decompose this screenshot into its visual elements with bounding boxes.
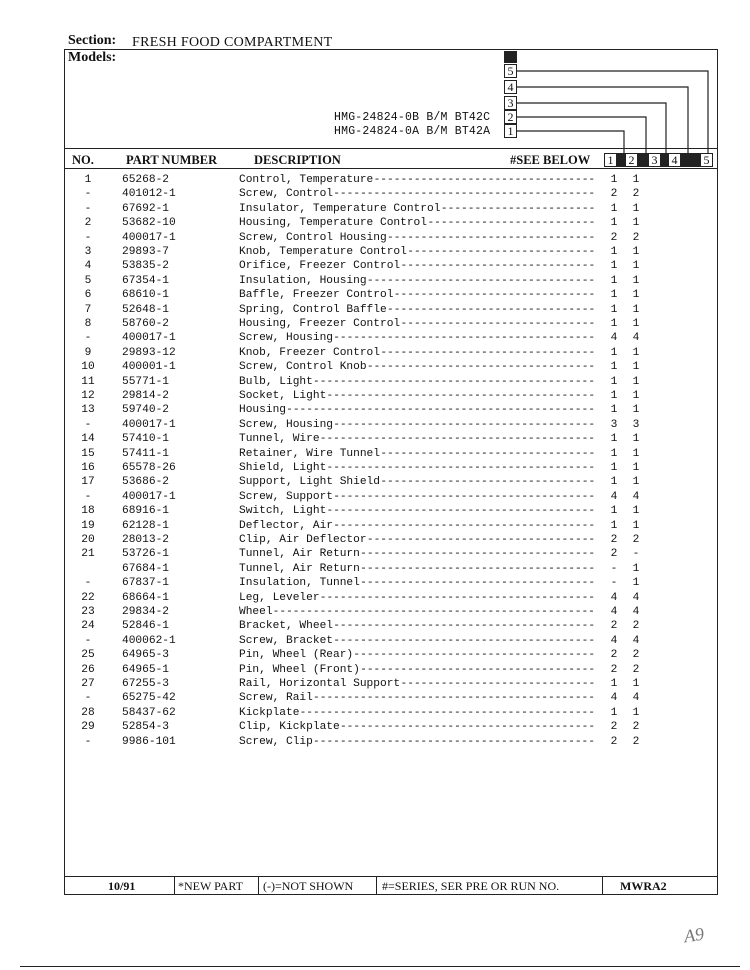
qty-model-1: 2 [610, 649, 618, 662]
qty-model-2: 2 [632, 620, 640, 633]
item-number: 13 [81, 404, 95, 417]
qty-model-2: 1 [632, 217, 640, 230]
part-number: 67255-3 [122, 678, 169, 690]
item-number: 26 [81, 663, 95, 676]
item-number: 12 [81, 390, 95, 402]
qty-model-1: 1 [610, 217, 618, 230]
dot-leader: ---------------------------------- [366, 361, 596, 374]
part-description: Control, Temperature [239, 174, 374, 186]
part-number: 400017-1 [122, 490, 176, 503]
model-box-5: 5 [504, 64, 517, 78]
qty-model-2: 2 [632, 735, 640, 748]
qty-model-2: 1 [632, 476, 640, 489]
dot-leader: ---------------------------------------- [326, 505, 596, 518]
dot-leader: ---------------------------------------- [326, 462, 596, 474]
col-header-model-3: 3 [648, 153, 661, 167]
item-number: 4 [84, 260, 92, 273]
item-number: - [84, 490, 92, 503]
qty-model-1: 1 [610, 246, 618, 258]
qty-model-1: 2 [610, 735, 618, 748]
qty-model-2: 1 [632, 404, 640, 417]
part-description: Retainer, Wire Tunnel [239, 447, 380, 460]
item-number: - [84, 332, 92, 345]
col-header-part-number: PART NUMBER [126, 153, 218, 167]
dot-leader: ------------------------------- [387, 231, 596, 244]
part-number: 57410-1 [122, 433, 169, 446]
part-number: 58437-62 [122, 706, 176, 719]
qty-model-1: 1 [610, 390, 618, 402]
item-number: 3 [84, 246, 92, 258]
part-number: 401012-1 [122, 188, 176, 201]
footer-divider [174, 877, 175, 895]
section-title: FRESH FOOD COMPARTMENT [132, 35, 333, 50]
dot-leader: ------------------------------------ [353, 649, 596, 662]
qty-model-2: 2 [632, 663, 640, 676]
part-number: 55771-1 [122, 375, 169, 388]
col-header-separator [661, 153, 668, 167]
part-number: 53682-10 [122, 217, 176, 230]
dot-leader: --------------------------------------- [333, 519, 596, 532]
footer-date: 10/91 [108, 879, 136, 893]
part-description: Pin, Wheel (Rear) [239, 649, 354, 662]
dot-leader: ----------------------------- [400, 678, 596, 690]
qty-model-1: 1 [610, 260, 618, 273]
part-number: 53835-2 [122, 260, 169, 273]
part-number: 64965-3 [122, 649, 169, 662]
qty-model-2: 1 [632, 274, 640, 287]
item-number: 27 [81, 678, 95, 690]
footer-divider [602, 877, 603, 895]
dot-leader: ---------------------------------------- [326, 390, 596, 402]
dot-leader: -------------------------------------------- [299, 706, 595, 719]
qty-model-2: 1 [632, 433, 640, 446]
dot-leader: ------------------------------------------ [313, 692, 595, 705]
model-box-1: 1 [504, 124, 517, 138]
qty-model-2: 1 [632, 303, 640, 316]
part-number: 68610-1 [122, 289, 169, 302]
part-description: Screw, Housing [239, 332, 333, 345]
part-number: 52854-3 [122, 721, 169, 734]
col-header-model-1: 1 [604, 153, 617, 167]
part-number: 400017-1 [122, 231, 176, 244]
item-number: 10 [81, 361, 95, 374]
qty-model-2: 2 [632, 534, 640, 546]
qty-model-1: 1 [610, 202, 618, 215]
part-description: Bracket, Wheel [239, 620, 333, 633]
item-number: 8 [84, 318, 92, 330]
qty-model-1: 1 [610, 476, 618, 489]
qty-model-1: 1 [610, 433, 618, 446]
model-box-3: 3 [504, 96, 517, 110]
dot-leader: ----------------------------------- [360, 548, 596, 561]
qty-model-1: 1 [610, 303, 618, 316]
col-header-model-2: 2 [625, 153, 638, 167]
item-number: 19 [81, 519, 95, 532]
qty-model-1: 2 [610, 721, 618, 734]
part-number: 400017-1 [122, 418, 176, 431]
footer-code: MWRA2 [620, 879, 667, 893]
model-name-2: HMG-24824-0B B/M BT42C [334, 111, 491, 124]
part-description: Insulation, Tunnel [239, 577, 360, 590]
qty-model-2: 4 [632, 692, 640, 705]
part-description: Tunnel, Air Return [239, 562, 360, 575]
dot-leader: ------------------------------------------ [313, 375, 595, 388]
qty-model-2: 4 [632, 332, 640, 345]
qty-model-1: 1 [610, 447, 618, 460]
qty-model-2: 1 [632, 289, 640, 302]
qty-model-1: 4 [610, 591, 618, 604]
part-number: 400001-1 [122, 361, 176, 374]
qty-model-1: 1 [610, 361, 618, 374]
dot-leader: ---------------------------------- [366, 534, 596, 546]
page-bottom-line [20, 966, 740, 967]
item-number: 2 [84, 217, 92, 230]
part-number: 67837-1 [122, 577, 169, 590]
model-connector-lines [500, 60, 720, 156]
item-number: 14 [81, 433, 95, 446]
footer-not-shown: (-)=NOT SHOWN [263, 879, 354, 893]
part-number: 68664-1 [122, 591, 169, 604]
dot-leader: -------------------------------------- [339, 721, 596, 734]
item-number: 18 [81, 505, 95, 518]
col-header-description: DESCRIPTION [254, 153, 341, 167]
item-number: 7 [84, 303, 92, 316]
part-description: Tunnel, Air Return [239, 548, 360, 561]
qty-model-2: 4 [632, 490, 640, 503]
qty-model-1: 1 [610, 375, 618, 388]
part-number: 59740-2 [122, 404, 169, 417]
footer-divider [258, 877, 259, 895]
item-number: 28 [81, 706, 95, 719]
model-name-1: HMG-24824-0A B/M BT42A [334, 125, 491, 138]
part-description: Housing, Freezer Control [239, 318, 401, 330]
part-description: Socket, Light [239, 390, 327, 402]
qty-model-2: 1 [632, 562, 640, 575]
part-description: Housing [239, 404, 286, 417]
qty-model-1: 1 [610, 289, 618, 302]
part-number: 29893-7 [122, 246, 169, 258]
part-number: 62128-1 [122, 519, 169, 532]
qty-model-1: 2 [610, 188, 618, 201]
part-number: 9986-101 [122, 735, 176, 748]
part-description: Leg, Leveler [239, 591, 320, 604]
part-description: Support, Light Shield [239, 476, 380, 489]
part-number: 52846-1 [122, 620, 169, 633]
item-number: 6 [84, 289, 92, 302]
qty-model-1: 2 [610, 534, 618, 546]
part-description: Bulb, Light [239, 375, 313, 388]
part-description: Insulator, Temperature Control [239, 202, 441, 215]
part-description: Screw, Bracket [239, 634, 333, 647]
part-description: Screw, Clip [239, 735, 313, 748]
part-number: 65268-2 [122, 174, 169, 186]
qty-model-2: 1 [632, 447, 640, 460]
part-description: Deflector, Air [239, 519, 333, 532]
part-number: 64965-1 [122, 663, 169, 676]
part-number: 67692-1 [122, 202, 169, 215]
col-header-separator [681, 153, 700, 167]
dot-leader: --------------------------------------- [333, 490, 596, 503]
qty-model-2: 1 [632, 260, 640, 273]
model-box-2: 2 [504, 110, 517, 124]
dot-leader: -------------------------------- [380, 346, 596, 359]
part-number: 53726-1 [122, 548, 169, 561]
qty-model-2: 1 [632, 346, 640, 359]
part-number: 29814-2 [122, 390, 169, 402]
part-description: Screw, Rail [239, 692, 313, 705]
dot-leader: ----------------------- [440, 202, 596, 215]
item-number: - [84, 735, 92, 748]
qty-model-2: 2 [632, 188, 640, 201]
part-description: Clip, Kickplate [239, 721, 340, 734]
part-number: 52648-1 [122, 303, 169, 316]
item-number: - [84, 188, 92, 201]
dot-leader: --------------------------------------- [333, 634, 596, 647]
dot-leader: ------------------------------ [393, 289, 596, 302]
handwritten-note: A9 [682, 923, 706, 947]
part-description: Orifice, Freezer Control [239, 260, 401, 273]
qty-model-2: 3 [632, 418, 640, 431]
qty-model-1: 4 [610, 332, 618, 345]
item-number: 25 [81, 649, 95, 662]
item-number: 20 [81, 534, 95, 546]
part-description: Baffle, Freezer Control [239, 289, 394, 302]
qty-model-2: 1 [632, 375, 640, 388]
qty-model-1: - [610, 562, 618, 575]
footer-divider [376, 877, 377, 895]
qty-model-1: 2 [610, 548, 618, 561]
item-number: 23 [81, 606, 95, 618]
item-number: 16 [81, 462, 95, 474]
col-header-model-4: 4 [668, 153, 681, 167]
qty-model-2: 1 [632, 202, 640, 215]
qty-model-2: 1 [632, 246, 640, 258]
part-description: Screw, Housing [239, 418, 333, 431]
item-number: 24 [81, 620, 95, 633]
footer-new-part: *NEW PART [178, 879, 243, 893]
qty-model-1: 2 [610, 231, 618, 244]
footer-series: #=SERIES, SER PRE OR RUN NO. [382, 879, 560, 893]
qty-model-2: 4 [632, 606, 640, 618]
qty-model-2: 1 [632, 318, 640, 330]
dot-leader: --------------------------------------- [333, 332, 596, 345]
qty-model-1: 1 [610, 318, 618, 330]
item-number: 5 [84, 274, 92, 287]
dot-leader: ------------------------------- [387, 303, 596, 316]
qty-model-2: 1 [632, 519, 640, 532]
section-label: Section: [68, 33, 117, 48]
qty-model-1: 2 [610, 620, 618, 633]
part-description: Tunnel, Wire [239, 433, 320, 446]
part-description: Kickplate [239, 706, 300, 719]
qty-model-2: - [632, 548, 640, 561]
qty-model-1: 1 [610, 519, 618, 532]
qty-model-1: 4 [610, 692, 618, 705]
qty-model-2: 1 [632, 678, 640, 690]
qty-model-2: 2 [632, 721, 640, 734]
part-description: Pin, Wheel (Front) [239, 663, 360, 676]
dot-leader: ----------------------------- [400, 260, 596, 273]
dot-leader: -------------------------------- [380, 476, 596, 489]
qty-model-1: 4 [610, 606, 618, 618]
item-number: - [84, 577, 92, 590]
qty-model-2: 1 [632, 505, 640, 518]
item-number: 17 [81, 476, 95, 489]
part-number: 65275-42 [122, 692, 176, 705]
item-number: 21 [81, 548, 95, 561]
qty-model-1: 1 [610, 404, 618, 417]
item-number: - [84, 634, 92, 647]
dot-leader: ----------------------------- [400, 318, 596, 330]
item-number: 15 [81, 447, 95, 460]
qty-model-2: 4 [632, 591, 640, 604]
qty-model-2: 1 [632, 577, 640, 590]
part-description: Spring, Control Baffle [239, 303, 387, 316]
col-header-no: NO. [72, 153, 94, 167]
item-number: - [84, 202, 92, 215]
item-number: 22 [81, 591, 95, 604]
dot-leader: ---------------------------- [407, 246, 596, 258]
qty-model-1: 3 [610, 418, 618, 431]
qty-model-2: 1 [632, 361, 640, 374]
dot-leader: ----------------------------------------- [319, 433, 596, 446]
qty-model-1: 1 [610, 274, 618, 287]
part-description: Screw, Support [239, 490, 333, 503]
qty-model-2: 2 [632, 649, 640, 662]
item-number: - [84, 692, 92, 705]
model-box-4: 4 [504, 80, 517, 94]
dot-leader: ------------------------------------------ [313, 735, 595, 748]
col-header-model-5: 5 [700, 153, 713, 167]
part-number: 29834-2 [122, 606, 169, 618]
col-header-see-below: #SEE BELOW [510, 153, 591, 167]
dot-leader: ----------------------------------------- [319, 591, 596, 604]
item-number: 29 [81, 721, 95, 734]
col-header-separator [617, 153, 625, 167]
part-description: Insulation, Housing [239, 274, 367, 287]
qty-model-2: 1 [632, 390, 640, 402]
part-number: 29893-12 [122, 346, 176, 359]
part-description: Switch, Light [239, 505, 327, 518]
part-number: 28013-2 [122, 534, 169, 546]
part-number: 53686-2 [122, 476, 169, 489]
header-bottom-rule [64, 168, 718, 169]
part-number: 67354-1 [122, 274, 169, 287]
qty-model-1: 1 [610, 346, 618, 359]
dot-leader: --------------------------------------- [333, 620, 596, 633]
dot-leader: ----------------------------------- [360, 663, 596, 676]
dot-leader: ---------------------------------------------- [286, 404, 595, 417]
models-label: Models: [68, 50, 117, 65]
item-number: 11 [81, 375, 95, 388]
qty-model-2: 1 [632, 174, 640, 186]
qty-model-1: 2 [610, 663, 618, 676]
qty-model-1: 4 [610, 490, 618, 503]
part-number: 67684-1 [122, 562, 169, 575]
qty-model-1: 1 [610, 706, 618, 719]
part-description: Knob, Freezer Control [239, 346, 380, 359]
qty-model-1: 1 [610, 174, 618, 186]
dot-leader: ----------------------------------- [360, 577, 596, 590]
qty-model-1: 1 [610, 678, 618, 690]
qty-model-2: 1 [632, 462, 640, 474]
part-description: Shield, Light [239, 462, 327, 474]
item-number: 1 [84, 174, 92, 186]
part-number: 68916-1 [122, 505, 169, 518]
item-number: - [84, 418, 92, 431]
dot-leader: -------------------------------- [380, 447, 596, 460]
part-number: 400017-1 [122, 332, 176, 345]
part-description: Screw, Control Housing [239, 231, 387, 244]
part-description: Rail, Horizontal Support [239, 678, 401, 690]
qty-model-1: - [610, 577, 618, 590]
qty-model-2: 1 [632, 706, 640, 719]
part-number: 65578-26 [122, 462, 176, 474]
header-rule [64, 148, 718, 149]
qty-model-2: 4 [632, 634, 640, 647]
item-number: - [84, 231, 92, 244]
part-number: 57411-1 [122, 447, 169, 460]
part-description: Screw, Control [239, 188, 333, 201]
part-number: 58760-2 [122, 318, 169, 330]
part-description: Clip, Air Deflector [239, 534, 367, 546]
col-header-separator [638, 153, 648, 167]
qty-model-1: 4 [610, 634, 618, 647]
dot-leader: --------------------------------------- [333, 418, 596, 431]
qty-model-2: 2 [632, 231, 640, 244]
dot-leader: ------------------------- [427, 217, 596, 230]
footer-bar [64, 876, 718, 895]
dot-leader: ------------------------------------------------ [272, 606, 595, 618]
dot-leader: --------------------------------- [373, 174, 596, 186]
part-description: Wheel [239, 606, 273, 618]
qty-model-1: 1 [610, 505, 618, 518]
part-description: Knob, Temperature Control [239, 246, 407, 258]
qty-model-1: 1 [610, 462, 618, 474]
dot-leader: ---------------------------------- [366, 274, 596, 287]
item-number: 9 [84, 346, 92, 359]
part-description: Housing, Temperature Control [239, 217, 427, 230]
part-number: 400062-1 [122, 634, 176, 647]
part-description: Screw, Control Knob [239, 361, 367, 374]
dot-leader: ----------------------------------- [360, 562, 596, 575]
dot-leader: --------------------------------------- [333, 188, 596, 201]
